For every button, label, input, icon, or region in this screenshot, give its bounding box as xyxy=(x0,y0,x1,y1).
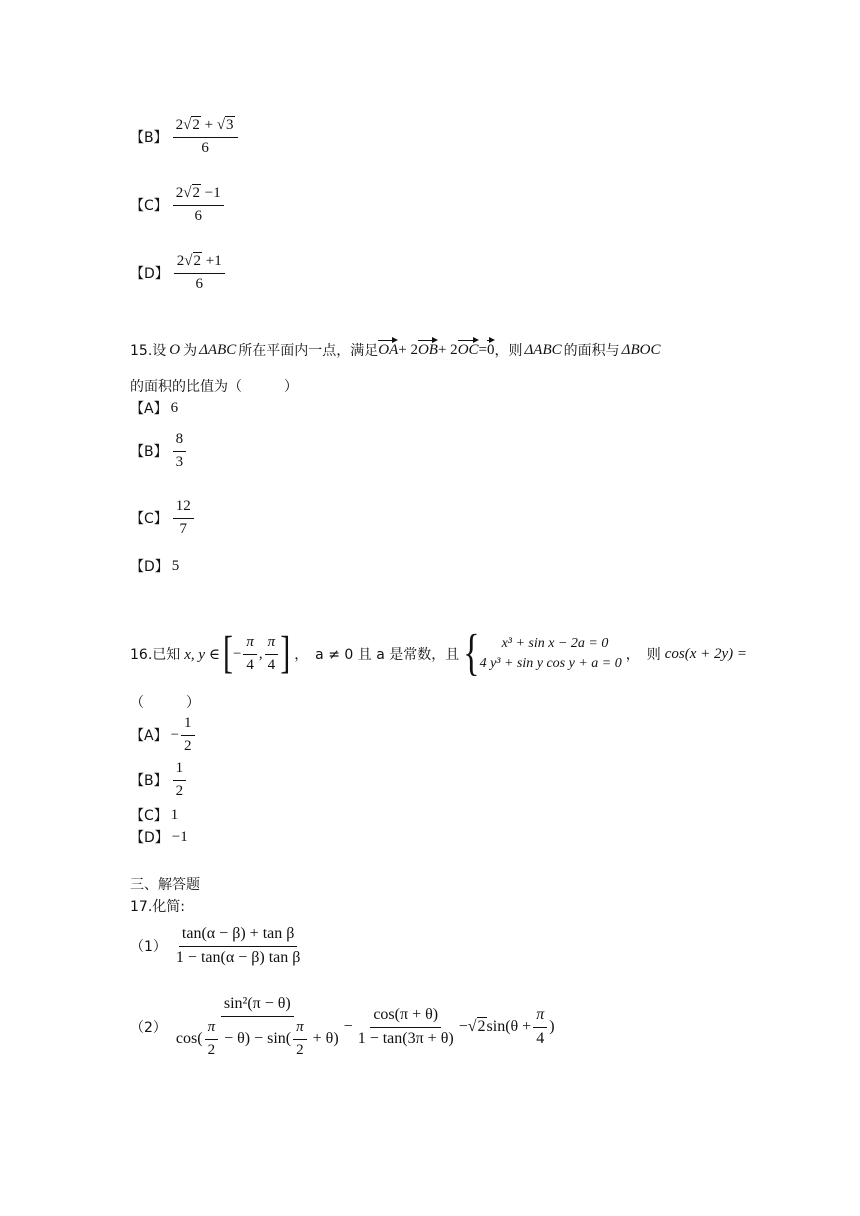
fraction-3: $\frac{\pi}{4}$ xyxy=(533,1007,547,1048)
vector-oc: OC xyxy=(457,341,479,358)
operator: − xyxy=(343,1018,353,1036)
variables: x, y ∈ xyxy=(184,646,220,663)
q16-stem-line1: 16.已知 x, y ∈ [ − $\frac{\pi}{4}$ , $\frac{\pi}{4}$ ] ， a ≠ 0 且 a 是常数，且 { x³ + sin x − 2a = 0 4 y³ + sin y cos y + a = 0 ， 则 cos(x + 2y) = xyxy=(130,625,748,682)
fraction: $\frac{\text{tan(α − β) + tan β}}{\text{1 − tan(α − β) tan β}}$ xyxy=(175,925,301,966)
fraction xyxy=(173,118,238,157)
option-label: 【B】 xyxy=(130,130,168,147)
part-label: （1） xyxy=(130,939,167,956)
operator: +1 xyxy=(202,253,222,269)
option-label: 【B】 xyxy=(130,444,168,461)
fraction-1: sin²(π − θ) cos( $\frac{\pi}{2}$ − θ) − sin( $\frac{\pi}{2}$ + θ) xyxy=(175,995,339,1058)
operator: + 2 xyxy=(437,341,458,358)
operator: = xyxy=(478,341,487,358)
text: ， a ≠ 0 且 a 是常数，且 xyxy=(294,647,460,664)
q16-option-d xyxy=(130,827,188,847)
section-heading: 三、解答题 xyxy=(130,877,200,893)
option-label: 【C】 xyxy=(130,198,168,215)
denominator: 6 xyxy=(194,207,202,224)
operator: −1 xyxy=(201,185,221,201)
fraction-2: $\frac{\cos(\pi + \theta)}{1 - \tan(3\pi + \theta)}$ xyxy=(357,1005,454,1047)
option-label: 【C】 xyxy=(130,808,168,824)
q17-part2 xyxy=(130,996,555,1058)
fraction xyxy=(174,254,225,293)
q16-paren: （ ） xyxy=(130,695,200,711)
vector-ob: OB xyxy=(417,341,438,358)
triangle-boc: ΔBOC xyxy=(621,341,661,358)
q14-option-c xyxy=(130,186,226,225)
triangle-abc: ΔABC xyxy=(524,341,562,358)
option-value: 5 xyxy=(171,557,180,574)
q15-stem-line1 xyxy=(130,340,660,360)
option-label: 【D】 xyxy=(130,559,169,575)
zero-vector: 0 xyxy=(487,341,495,358)
q15-option-b xyxy=(130,432,188,471)
sign: − xyxy=(170,726,180,743)
denominator: 6 xyxy=(195,275,203,292)
q16-option-b xyxy=(130,761,188,800)
coefficient: 2 xyxy=(176,253,185,269)
q17-title: 17.化简: xyxy=(130,899,185,915)
operator: + 2 xyxy=(398,341,418,358)
fraction: $\frac{12}{7}$ xyxy=(173,499,194,538)
q16-option-c xyxy=(130,805,178,825)
text: 为 xyxy=(183,343,198,359)
sqrt: √2 xyxy=(184,253,202,269)
triangle-abc: ΔABC xyxy=(199,341,237,358)
fraction: $\frac{\pi}{4}$ xyxy=(243,635,257,674)
option-label: 【A】 xyxy=(130,728,168,745)
option-label: 【D】 xyxy=(130,266,169,283)
text: ，则 xyxy=(494,343,523,359)
part-label: （2） xyxy=(130,1020,167,1037)
text: ， 则 xyxy=(625,647,661,664)
q17-part1 xyxy=(130,926,305,967)
fraction: $\frac{1}{2}$ xyxy=(173,761,187,800)
sqrt: √2 xyxy=(467,1018,486,1036)
option-value: 6 xyxy=(170,399,179,416)
point-o: O xyxy=(169,341,181,358)
option-label: 【B】 xyxy=(130,773,168,790)
operator: + xyxy=(200,117,217,133)
q15-stem-line2: 的面积的比值为（ ） xyxy=(130,379,298,395)
equation-1: x³ + sin x − 2a = 0 xyxy=(501,636,609,651)
target-expression: cos(x + 2y) = xyxy=(664,645,748,662)
text: ) xyxy=(549,1018,555,1036)
fraction xyxy=(173,186,224,225)
text: sin(θ + xyxy=(486,1018,532,1036)
text: 15.设 xyxy=(130,343,167,359)
option-label: 【C】 xyxy=(130,511,168,528)
sqrt: √2 xyxy=(183,117,200,133)
sqrt: √2 xyxy=(183,185,201,201)
q14-option-b xyxy=(130,118,240,157)
equation-system: { x³ + sin x − 2a = 0 4 y³ + sin y cos y + a = 0 xyxy=(463,625,622,682)
fraction: $\frac{\pi}{4}$ xyxy=(265,635,279,674)
q15-option-c xyxy=(130,499,196,538)
denominator: 6 xyxy=(201,139,209,156)
bracket-right: ] xyxy=(280,628,291,679)
option-label: 【A】 xyxy=(130,401,168,417)
q16-option-a xyxy=(130,716,197,755)
coefficient: 2 xyxy=(175,185,184,201)
equation-2: 4 y³ + sin y cos y + a = 0 xyxy=(479,656,622,672)
option-label: 【D】 xyxy=(130,830,169,846)
vector-oa: OA xyxy=(378,341,399,358)
text: 16.已知 xyxy=(130,647,181,664)
fraction: $\frac{8}{3}$ xyxy=(173,432,187,471)
bracket-left: [ xyxy=(222,628,233,679)
operator: − xyxy=(458,1018,468,1036)
q15-option-a xyxy=(130,398,178,418)
option-value: −1 xyxy=(171,828,188,845)
q15-option-d xyxy=(130,556,179,576)
fraction: $\frac{1}{2}$ xyxy=(181,716,195,755)
option-value: 1 xyxy=(170,806,179,823)
text: 所在平面内一点，满足 xyxy=(238,343,379,359)
coefficient: 2 xyxy=(175,117,184,133)
q14-option-d xyxy=(130,254,227,293)
sqrt: √3 xyxy=(216,117,234,133)
text: 的面积与 xyxy=(563,343,620,359)
